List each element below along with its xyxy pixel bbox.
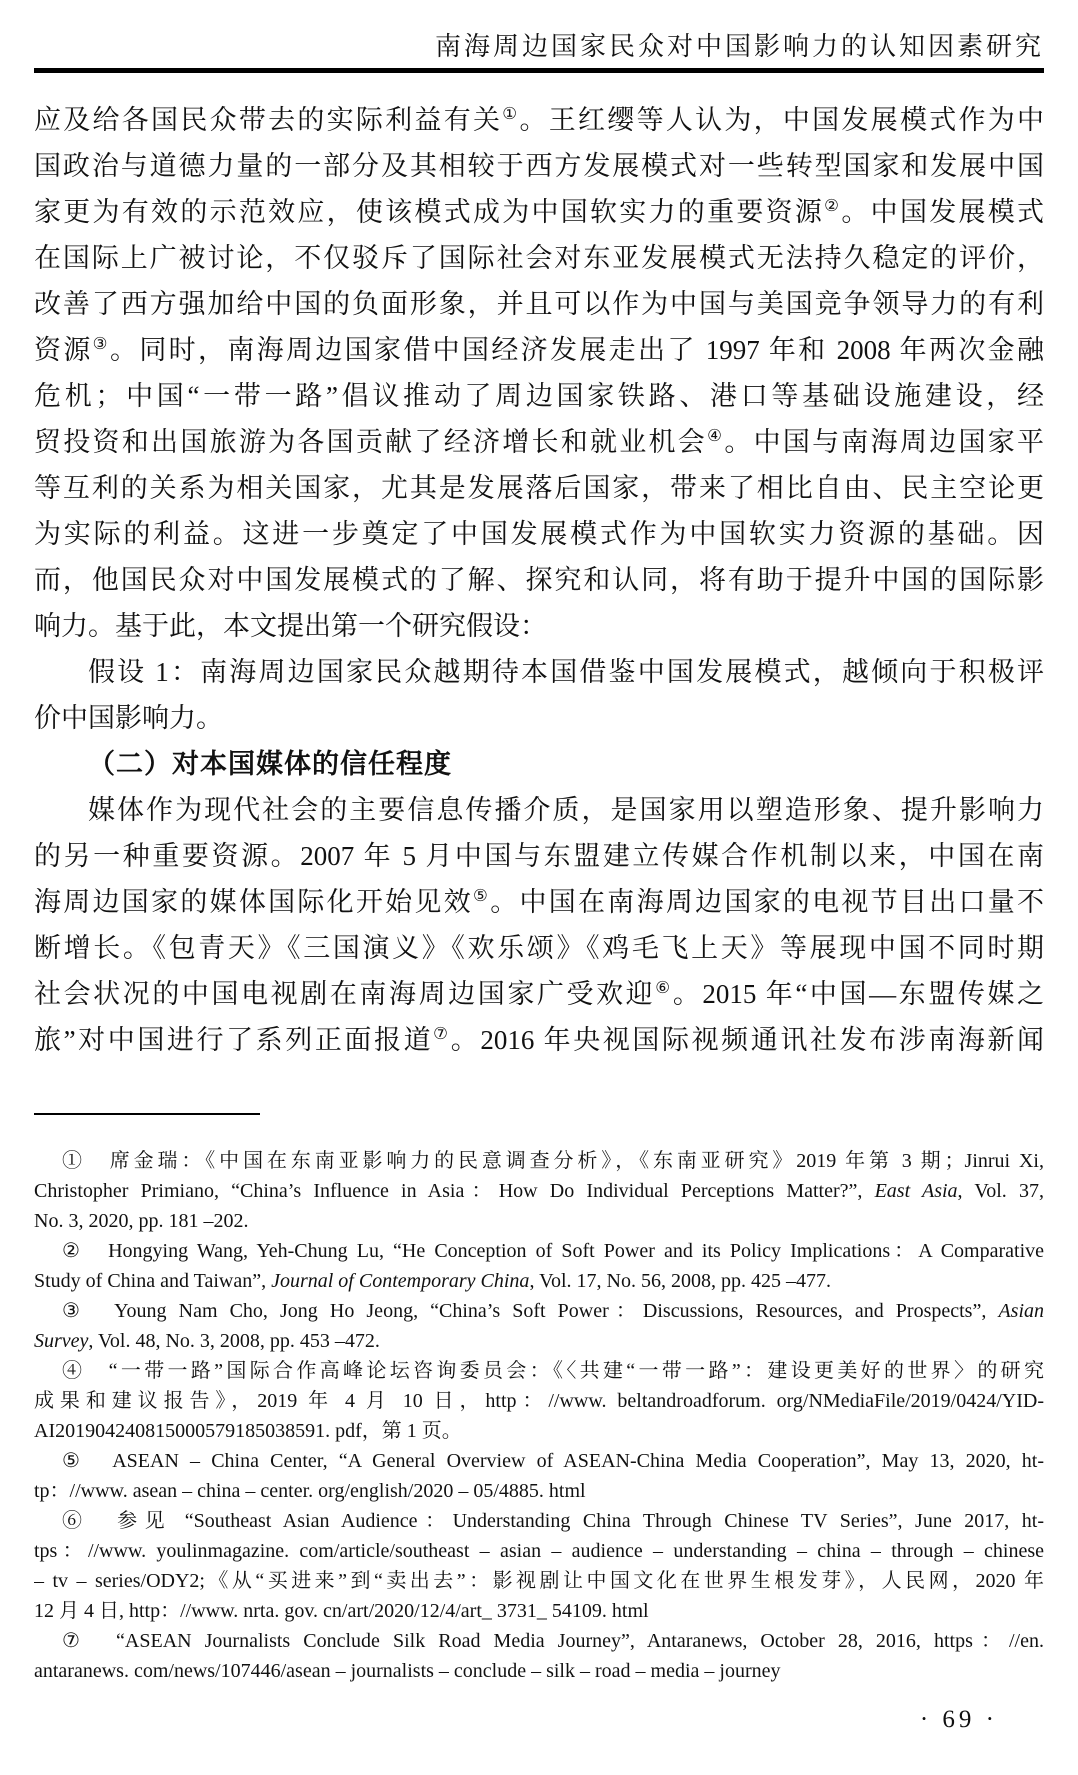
body-line: 应及给各国民众带去的实际利益有关①。王红缨等人认为，中国发展模式作为中 — [34, 104, 1044, 135]
body-line: 为实际的利益。这进一步奠定了中国发展模式作为中国软实力资源的基础。因 — [34, 519, 1044, 549]
body-line: 响力。基于此，本文提出第一个研究假设： — [34, 611, 547, 641]
footnote-line: No. 3, 2020, pp. 181 –202. — [34, 1210, 249, 1232]
footnote-text-segment: , Vol. 17, No. 56, 2008, pp. 425 –477. — [529, 1270, 831, 1292]
body-line: 的另一种重要资源。2007 年 5 月中国与东盟建立传媒合作机制以来，中国在南 — [34, 841, 1044, 871]
body-line: 贸投资和出国旅游为各国贡献了经济增长和就业机会④。中国与南海周边国家平 — [34, 426, 1044, 457]
footnote-line: tp：//www. asean – china – center. org/english/2020 – 05/4885. html — [34, 1480, 586, 1502]
body-line: 国政治与道德力量的一部分及其相较于西方发展模式对一些转型国家和发展中国 — [34, 151, 1044, 181]
journal-title-italic: Asian — [998, 1300, 1044, 1322]
body-line: 媒体作为现代社会的主要信息传播介质，是国家用以塑造形象、提升影响力 — [88, 795, 1044, 825]
body-line: 在国际上广被讨论，不仅驳斥了国际社会对东亚发展模式无法持久稳定的评价， — [34, 243, 1044, 273]
running-head-title: 南海周边国家民众对中国影响力的认知因素研究 — [434, 32, 1044, 61]
journal-title-italic: Survey — [34, 1330, 89, 1352]
footnote-text-segment: , Vol. 48, No. 3, 2008, pp. 453 –472. — [88, 1330, 380, 1352]
footnote-line: ⑥ 参见 “Southeast Asian Audience：Understanding China Through Chinese TV Series”, June 2017, ht- — [62, 1510, 1044, 1532]
footnotes — [34, 1146, 1044, 1686]
footnote-line — [34, 1326, 1044, 1356]
body-line: 危机；中国“一带一路”倡议推动了周边国家铁路、港口等基础设施建设，经 — [34, 381, 1044, 411]
journal-title-italic: East Asia — [874, 1180, 958, 1202]
body-line: 海周边国家的媒体国际化开始见效⑤。中国在南海周边国家的电视节目出口量不 — [34, 886, 1044, 917]
footnote-line: ① 席金瑞：《中国在东南亚影响力的民意调查分析》，《东南亚研究》2019 年第 3 期；Jinrui Xi, — [62, 1150, 1044, 1172]
footnote-line: ② Hongying Wang, Yeh-Chung Lu, “He Conception of Soft Power and its Policy Implications：A Comparative — [62, 1240, 1044, 1262]
section-heading: （二）对本国媒体的信任程度 — [88, 749, 452, 779]
footnote-text-segment: Christopher Primiano, “China’s Influence in Asia：How Do Individual Perceptions Matter?”, — [34, 1180, 875, 1202]
body-text — [34, 97, 1044, 1063]
footnote-line: AI201904240815000579185038591. pdf，第 1 页。 — [34, 1420, 462, 1442]
footnote-line: ⑤ ASEAN – China Center, “A General Overview of ASEAN-China Media Cooperation”, May 13, 2020, ht- — [62, 1450, 1044, 1472]
body-line: 改善了西方强加给中国的负面形象，并且可以作为中国与美国竞争领导力的有利 — [34, 289, 1044, 319]
footnote-text-segment: Study of China and Taiwan”, — [34, 1270, 272, 1292]
footnote-line: – tv – series/ODY2;《从“买进来”到“卖出去”：影视剧让中国文化在世界生根发芽》，人民网，2020 年 — [34, 1570, 1044, 1592]
footnote-line: 12 月 4 日, http：//www. nrta. gov. cn/art/2020/12/4/art_ 3731_ 54109. html — [34, 1600, 649, 1622]
page-number: · 69 · — [919, 1706, 998, 1733]
footnote-text-segment: ③ Young Nam Cho, Jong Ho Jeong, “China’s Soft Power：Discussions, Resources, and Prospects”, — [62, 1300, 999, 1322]
body-line: 而，他国民众对中国发展模式的了解、探究和认同，将有助于提升中国的国际影 — [34, 565, 1044, 595]
footnote-line: tps：//www. youlinmagazine. com/article/southeast – asian – audience – understanding – china – through – chinese — [34, 1540, 1044, 1562]
body-line: 资源③。同时，南海周边国家借中国经济发展走出了 1997 年和 2008 年两次金融 — [34, 334, 1044, 365]
hypothesis-line: 假设 1：南海周边国家民众越期待本国借鉴中国发展模式，越倾向于积极评 — [88, 657, 1044, 687]
footnote-text-segment: , Vol. 37, — [957, 1180, 1044, 1202]
body-line: 等互利的关系为相关国家，尤其是发展落后国家，带来了相比自由、民主空论更 — [34, 473, 1044, 503]
body-line: 旅”对中国进行了系列正面报道⑦。2016 年央视国际视频通讯社发布涉南海新闻 — [34, 1024, 1044, 1055]
footnote-line: ⑦ “ASEAN Journalists Conclude Silk Road Media Journey”, Antaranews, October 28, 2016, https：//en. — [62, 1630, 1044, 1652]
body-line: 家更为有效的示范效应，使该模式成为中国软实力的重要资源②。中国发展模式 — [34, 196, 1044, 227]
footnote-line: antaranews. com/news/107446/asean – journalists – conclude – silk – road – media – journey — [34, 1660, 781, 1682]
footnote-line — [34, 1296, 1044, 1326]
footnote-line: 成果和建议报告》，2019 年 4 月 10 日，http：//www. beltandroadforum. org/NMediaFile/2019/0424/YID- — [34, 1390, 1044, 1412]
footnote-line — [34, 1266, 1044, 1296]
body-line: 断增长。《包青天》《三国演义》《欢乐颂》《鸡毛飞上天》等展现中国不同时期 — [34, 933, 1044, 963]
hypothesis-line: 价中国影响力。 — [34, 703, 223, 733]
header-rule — [34, 68, 1044, 73]
footnote-line — [34, 1176, 1044, 1206]
journal-title-italic: Journal of Contemporary China — [271, 1270, 530, 1292]
footnote-line: ④ “一带一路”国际合作高峰论坛咨询委员会：《〈共建“一带一路”：建设更美好的世界〉的研究 — [62, 1360, 1044, 1382]
body-line: 社会状况的中国电视剧在南海周边国家广受欢迎⑥。2015 年“中国—东盟传媒之 — [34, 978, 1044, 1009]
footnote-separator-rule — [34, 1113, 260, 1115]
